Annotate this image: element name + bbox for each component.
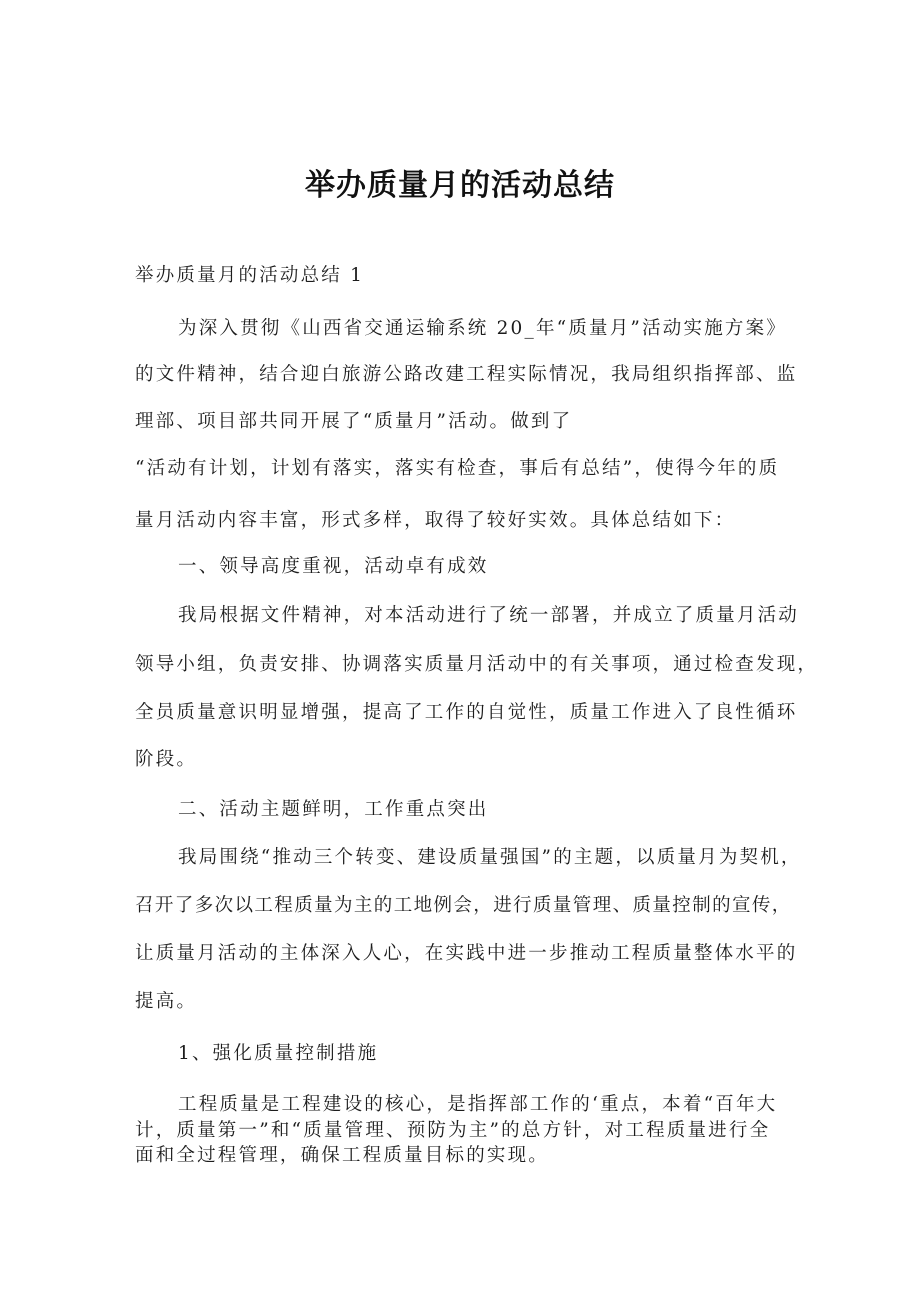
paragraph-line: 我局围绕“推动三个转变、建设质量强国”的主题，以质量月为契机， xyxy=(178,847,802,868)
document-title: 举办质量月的活动总结 xyxy=(305,168,615,203)
section-subtitle: 举办质量月的活动总结 1 xyxy=(135,265,365,286)
paragraph-line: 的文件精神，结合迎白旅游公路改建工程实际情况，我局组织指挥部、监 xyxy=(135,364,798,385)
paragraph-line: 阶段。 xyxy=(135,749,198,770)
paragraph-line: 提高。 xyxy=(135,991,198,1012)
paragraph-line: “活动有计划，计划有落实，落实有检查，事后有总结”，使得今年的质 xyxy=(135,458,780,479)
section-heading: 1、强化质量控制措施 xyxy=(178,1043,379,1064)
paragraph-line: 我局根据文件精神，对本活动进行了统一部署，并成立了质量月活动 xyxy=(178,605,800,626)
paragraph-line: 理部、项目部共同开展了“质量月”活动。做到了 xyxy=(135,411,573,432)
paragraph-line: 工程质量是工程建设的核心，是指挥部工作的‘重点，本着“百年大 xyxy=(178,1094,778,1115)
paragraph-line: 全员质量意识明显增强，提高了工作的自觉性，质量工作进入了良性循环 xyxy=(135,702,798,723)
paragraph-line: 计，质量第一”和“质量管理、预防为主”的总方针，对工程质量进行全 xyxy=(135,1120,771,1141)
paragraph-line: 召开了多次以工程质量为主的工地例会，进行质量管理、质量控制的宣传， xyxy=(135,895,792,916)
paragraph-line: 面和全过程管理，确保工程质量目标的实现。 xyxy=(135,1145,550,1166)
paragraph-line: 领导小组，负责安排、协调落实质量月活动中的有关事项，通过检查发现， xyxy=(135,654,819,675)
paragraph-line: 让质量月活动的主体深入人心，在实践中进一步推动工程质量整体水平的 xyxy=(135,943,798,964)
paragraph-line: 量月活动内容丰富，形式多样，取得了较好实效。具体总结如下： xyxy=(135,510,736,531)
section-heading: 一、领导高度重视，活动卓有成效 xyxy=(178,556,489,577)
section-heading: 二、活动主题鲜明，工作重点突出 xyxy=(178,799,489,820)
paragraph-line: 为深入贯彻《山西省交通运输系统 20_年“质量月”活动实施方案》 xyxy=(178,318,787,339)
